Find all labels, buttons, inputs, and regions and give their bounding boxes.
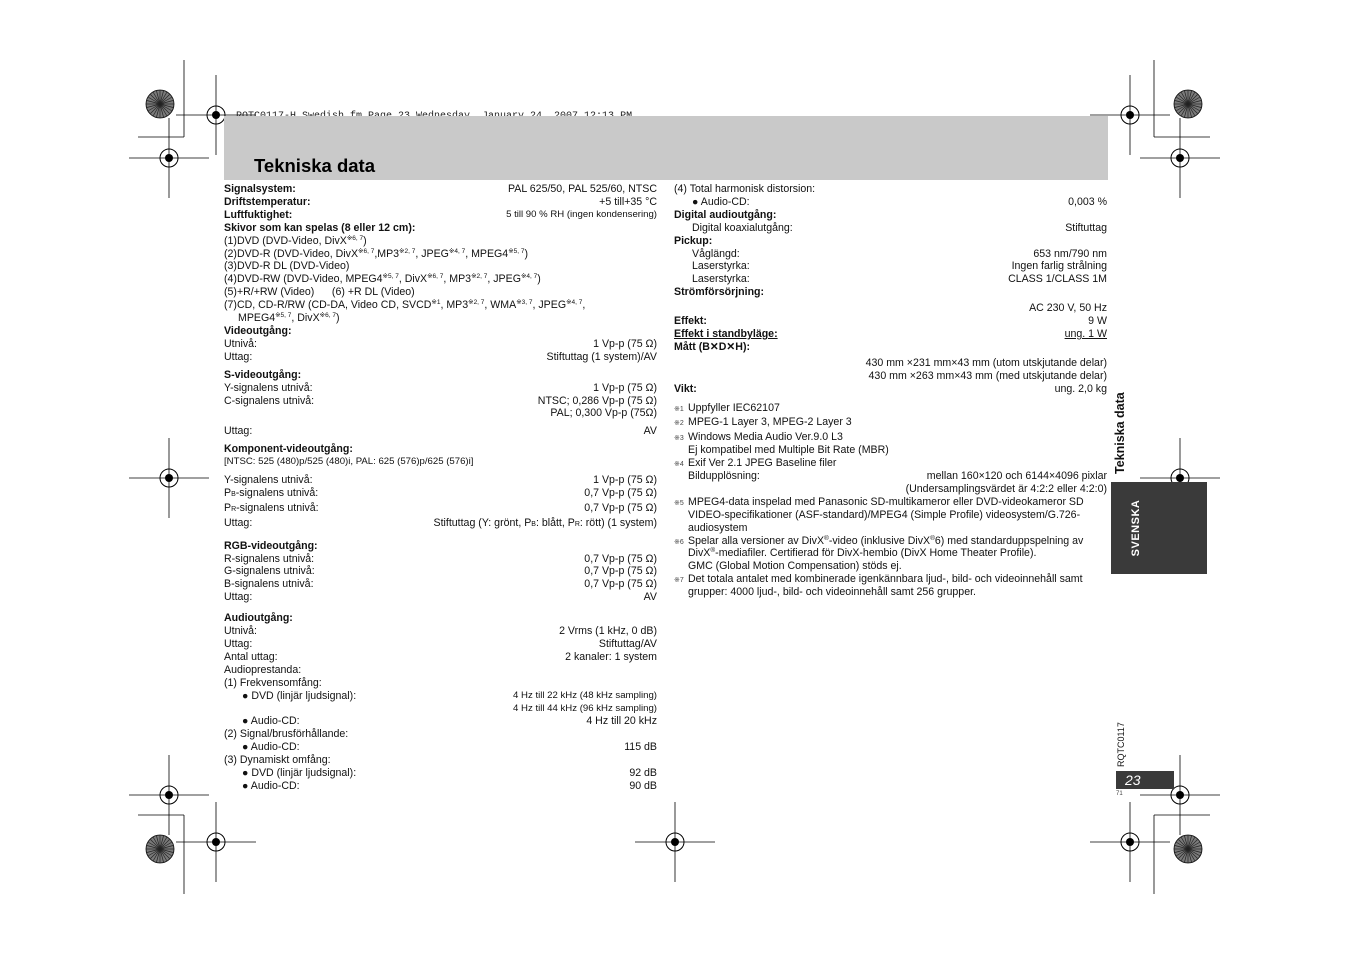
footnote-3: ※3 Windows Media Audio Ver.9.0 L3 Ej kompatibel med Multiple Bit Rate (MBR) (674, 431, 889, 457)
section-heading: Strömförsörjning: (674, 286, 765, 299)
registration-crosshair-icon (1140, 118, 1220, 198)
disc-line: MPEG4$^{※5, 7}$, DivX$^{※6, 7}$) (238, 312, 340, 325)
spec-row: ● Audio-CD: 4 Hz till 20 kHz (242, 715, 657, 728)
spec-row: Effekt: 9 W (674, 315, 1107, 328)
spec-row: PB-signalens utnivå: 0,7 Vp-p (75 Ω) (224, 486, 657, 499)
spec-row: ● DVD (linjär ljudsignal): 4 Hz till 22 kHz (48 kHz sampling) (242, 689, 657, 702)
registration-crosshair-icon (129, 118, 209, 198)
spec-row: ● Audio-CD: 115 dB (242, 741, 657, 754)
spec-row: Laserstyrka: CLASS 1/CLASS 1M (692, 273, 1107, 286)
spec-row: Y-signalens utnivå: 1 Vp-p (75 Ω) (224, 381, 657, 394)
spec-row: Uttag: Stiftuttag (1 system)/AV (224, 350, 657, 363)
spec-row: Utnivå: 2 Vrms (1 kHz, 0 dB) (224, 625, 657, 638)
spec-row: 430 mm ×263 mm×43 mm (med utskjutande delar) (868, 369, 1107, 382)
spec-line: (1) Frekvensomfång: (224, 676, 322, 689)
language-tab: SVENSKA (1111, 482, 1207, 574)
spec-row: Uttag: Stiftuttag/AV (224, 638, 657, 650)
section-heading: S-videoutgång: (224, 368, 302, 381)
registration-crosshair-icon (129, 438, 209, 518)
spec-row: Uttag: Stiftuttag (Y: grönt, PB: blått, PR: rött) (1 system) (224, 516, 657, 529)
footnote-4: ※4 Exif Ver 2.1 JPEG Baseline filer Bildupplösning: mellan 160×120 och 6144×4096 pixlar (Undersamplingsvärdet är 4:2:2 eller 4:2:0) (674, 457, 1107, 495)
disc-line: (7)CD, CD-R/RW (CD-DA, Video CD, SVCD$^{※1}$, MP3$^{※2, 7}$, WMA$^{※3, 7}$, JPEG$^{※4, 7}$, (224, 299, 586, 312)
specs-right-column (674, 183, 1107, 599)
spec-row: PR-signalens utnivå: 0,7 Vp-p (75 Ω) (224, 501, 657, 514)
color-target-icon (145, 834, 175, 864)
spec-row: Effekt i standbyläge: ung. 1 W (674, 327, 1107, 340)
spec-row: Driftstemperatur: +5 till+35 °C (224, 195, 657, 208)
section-heading: Videoutgång: (224, 324, 292, 337)
page-title: Tekniska data (254, 155, 375, 176)
spec-row: Uttag: AV (224, 591, 657, 604)
spec-row: G-signalens utnivå: 0,7 Vp-p (75 Ω) (224, 565, 657, 578)
specs-left-column (224, 183, 657, 793)
page-number-box: 23 (1116, 771, 1174, 789)
disc-line: (2)DVD-R (DVD-Video, DivX$^{※6, 7}$,MP3$^{※2, 7}$, JPEG$^{※4, 7}$, MPEG4$^{※5, 7}$) (224, 247, 529, 260)
spec-row: Vikt: ung. 2,0 kg (674, 382, 1107, 395)
spec-row: Y-signalens utnivå: 1 Vp-p (75 Ω) (224, 474, 657, 487)
registration-crosshair-icon (176, 802, 256, 882)
spec-row: PAL; 0,300 Vp-p (75Ω) (550, 407, 657, 420)
footnote-2: ※2 MPEG-1 Layer 3, MPEG-2 Layer 3 (674, 416, 852, 429)
spec-row: Luftfuktighet: 5 till 90 % RH (ingen kondensering) (224, 208, 657, 221)
footnote-5: ※5 MPEG4-data inspelad med Panasonic SD-multikameror eller DVD-videokameror SD VIDEO-specifikationer (ASF-standard)/MPEG4 (Simple Profile) videosystem/G.726- audiosystem (674, 495, 1084, 534)
spec-row: Utnivå: 1 Vp-p (75 Ω) (224, 337, 657, 350)
section-heading: Komponent-videoutgång: (224, 443, 353, 456)
color-target-icon (145, 89, 175, 119)
spec-row: Laserstyrka: Ingen farlig strålning (692, 260, 1107, 273)
spec-row: Uttag: AV (224, 425, 657, 438)
spec-row: AC 230 V, 50 Hz (1029, 302, 1107, 315)
spec-line: (3) Dynamiskt omfång: (224, 754, 331, 767)
title-bar (224, 116, 1108, 180)
disc-line: (5)+R/+RW (Video) (6) +R DL (Video) (224, 286, 415, 299)
spec-row: C-signalens utnivå: NTSC; 0,286 Vp-p (75 Ω) (224, 394, 657, 407)
section-heading: Digital audioutgång: (674, 208, 777, 221)
section-heading: Pickup: (674, 234, 713, 247)
spec-subline: [NTSC: 525 (480)p/525 (480)i, PAL: 625 (576)p/625 (576)i] (224, 456, 474, 468)
section-heading: Skivor som kan spelas (8 eller 12 cm): (224, 221, 416, 234)
spec-line: (4) Total harmonisk distorsion: (674, 183, 816, 195)
spec-row: Våglängd: 653 nm/790 nm (692, 247, 1107, 260)
registration-crosshair-icon (635, 802, 715, 882)
section-heading: Mått (B✕D✕H): (674, 340, 751, 353)
footnote-7: ※7 Det totala antalet med kombinerade igenkännbara ljud-, bild- och videoinnehåll samt grupper: 4000 ljud-, bild- och videoinnehåll samt 256 grupper. (674, 573, 1083, 599)
spec-row: ● DVD (linjär ljudsignal): 92 dB (242, 767, 657, 780)
section-heading: Audioutgång: (224, 612, 293, 625)
spec-row: 4 Hz till 44 kHz (96 kHz sampling) (513, 702, 657, 714)
spec-row: Digital koaxialutgång: Stiftuttag (692, 221, 1107, 234)
section-heading: RGB-videoutgång: (224, 539, 318, 552)
spec-row: 430 mm ×231 mm×43 mm (utom utskjutande delar) (865, 356, 1107, 369)
disc-line: (3)DVD-R DL (DVD-Video) (224, 260, 350, 273)
registration-crosshair-icon (1090, 802, 1170, 882)
disc-line: (1)DVD (DVD-Video, DivX$^{※6, 7}$) (224, 234, 367, 247)
footnote-6: ※6 Spelar alla versioner av DivX®-video (inklusive DivX®6) med standarduppspelning av DivX®-mediafiler. Certifierad för DivX-hembio (DivX Home Theater Profile). GMC (Global Motion Compensation) stöds ej. (674, 534, 1084, 573)
footnote-1: ※1 Uppfyller IEC62107 (674, 401, 780, 414)
disc-line: (4)DVD-RW (DVD-Video, MPEG4$^{※5, 7}$, DivX$^{※6, 7}$, MP3$^{※2, 7}$, JPEG$^{※4, 7}$) (224, 273, 541, 286)
spec-row: ● Audio-CD: 0,003 % (692, 195, 1107, 208)
color-target-icon (1173, 89, 1203, 119)
color-target-icon (1173, 834, 1203, 864)
spec-row: R-signalens utnivå: 0,7 Vp-p (75 Ω) (224, 552, 657, 565)
spec-row: B-signalens utnivå: 0,7 Vp-p (75 Ω) (224, 578, 657, 591)
spec-row: ● Audio-CD: 90 dB (242, 779, 657, 792)
spec-row: Antal uttag: 2 kanaler: 1 system (224, 650, 657, 663)
tiny-number: 71 (1116, 791, 1123, 797)
spec-line: (2) Signal/brusförhållande: (224, 728, 349, 741)
spec-row: Signalsystem: PAL 625/50, PAL 525/60, NTSC (224, 183, 657, 195)
spec-line: Audioprestanda: (224, 663, 302, 676)
